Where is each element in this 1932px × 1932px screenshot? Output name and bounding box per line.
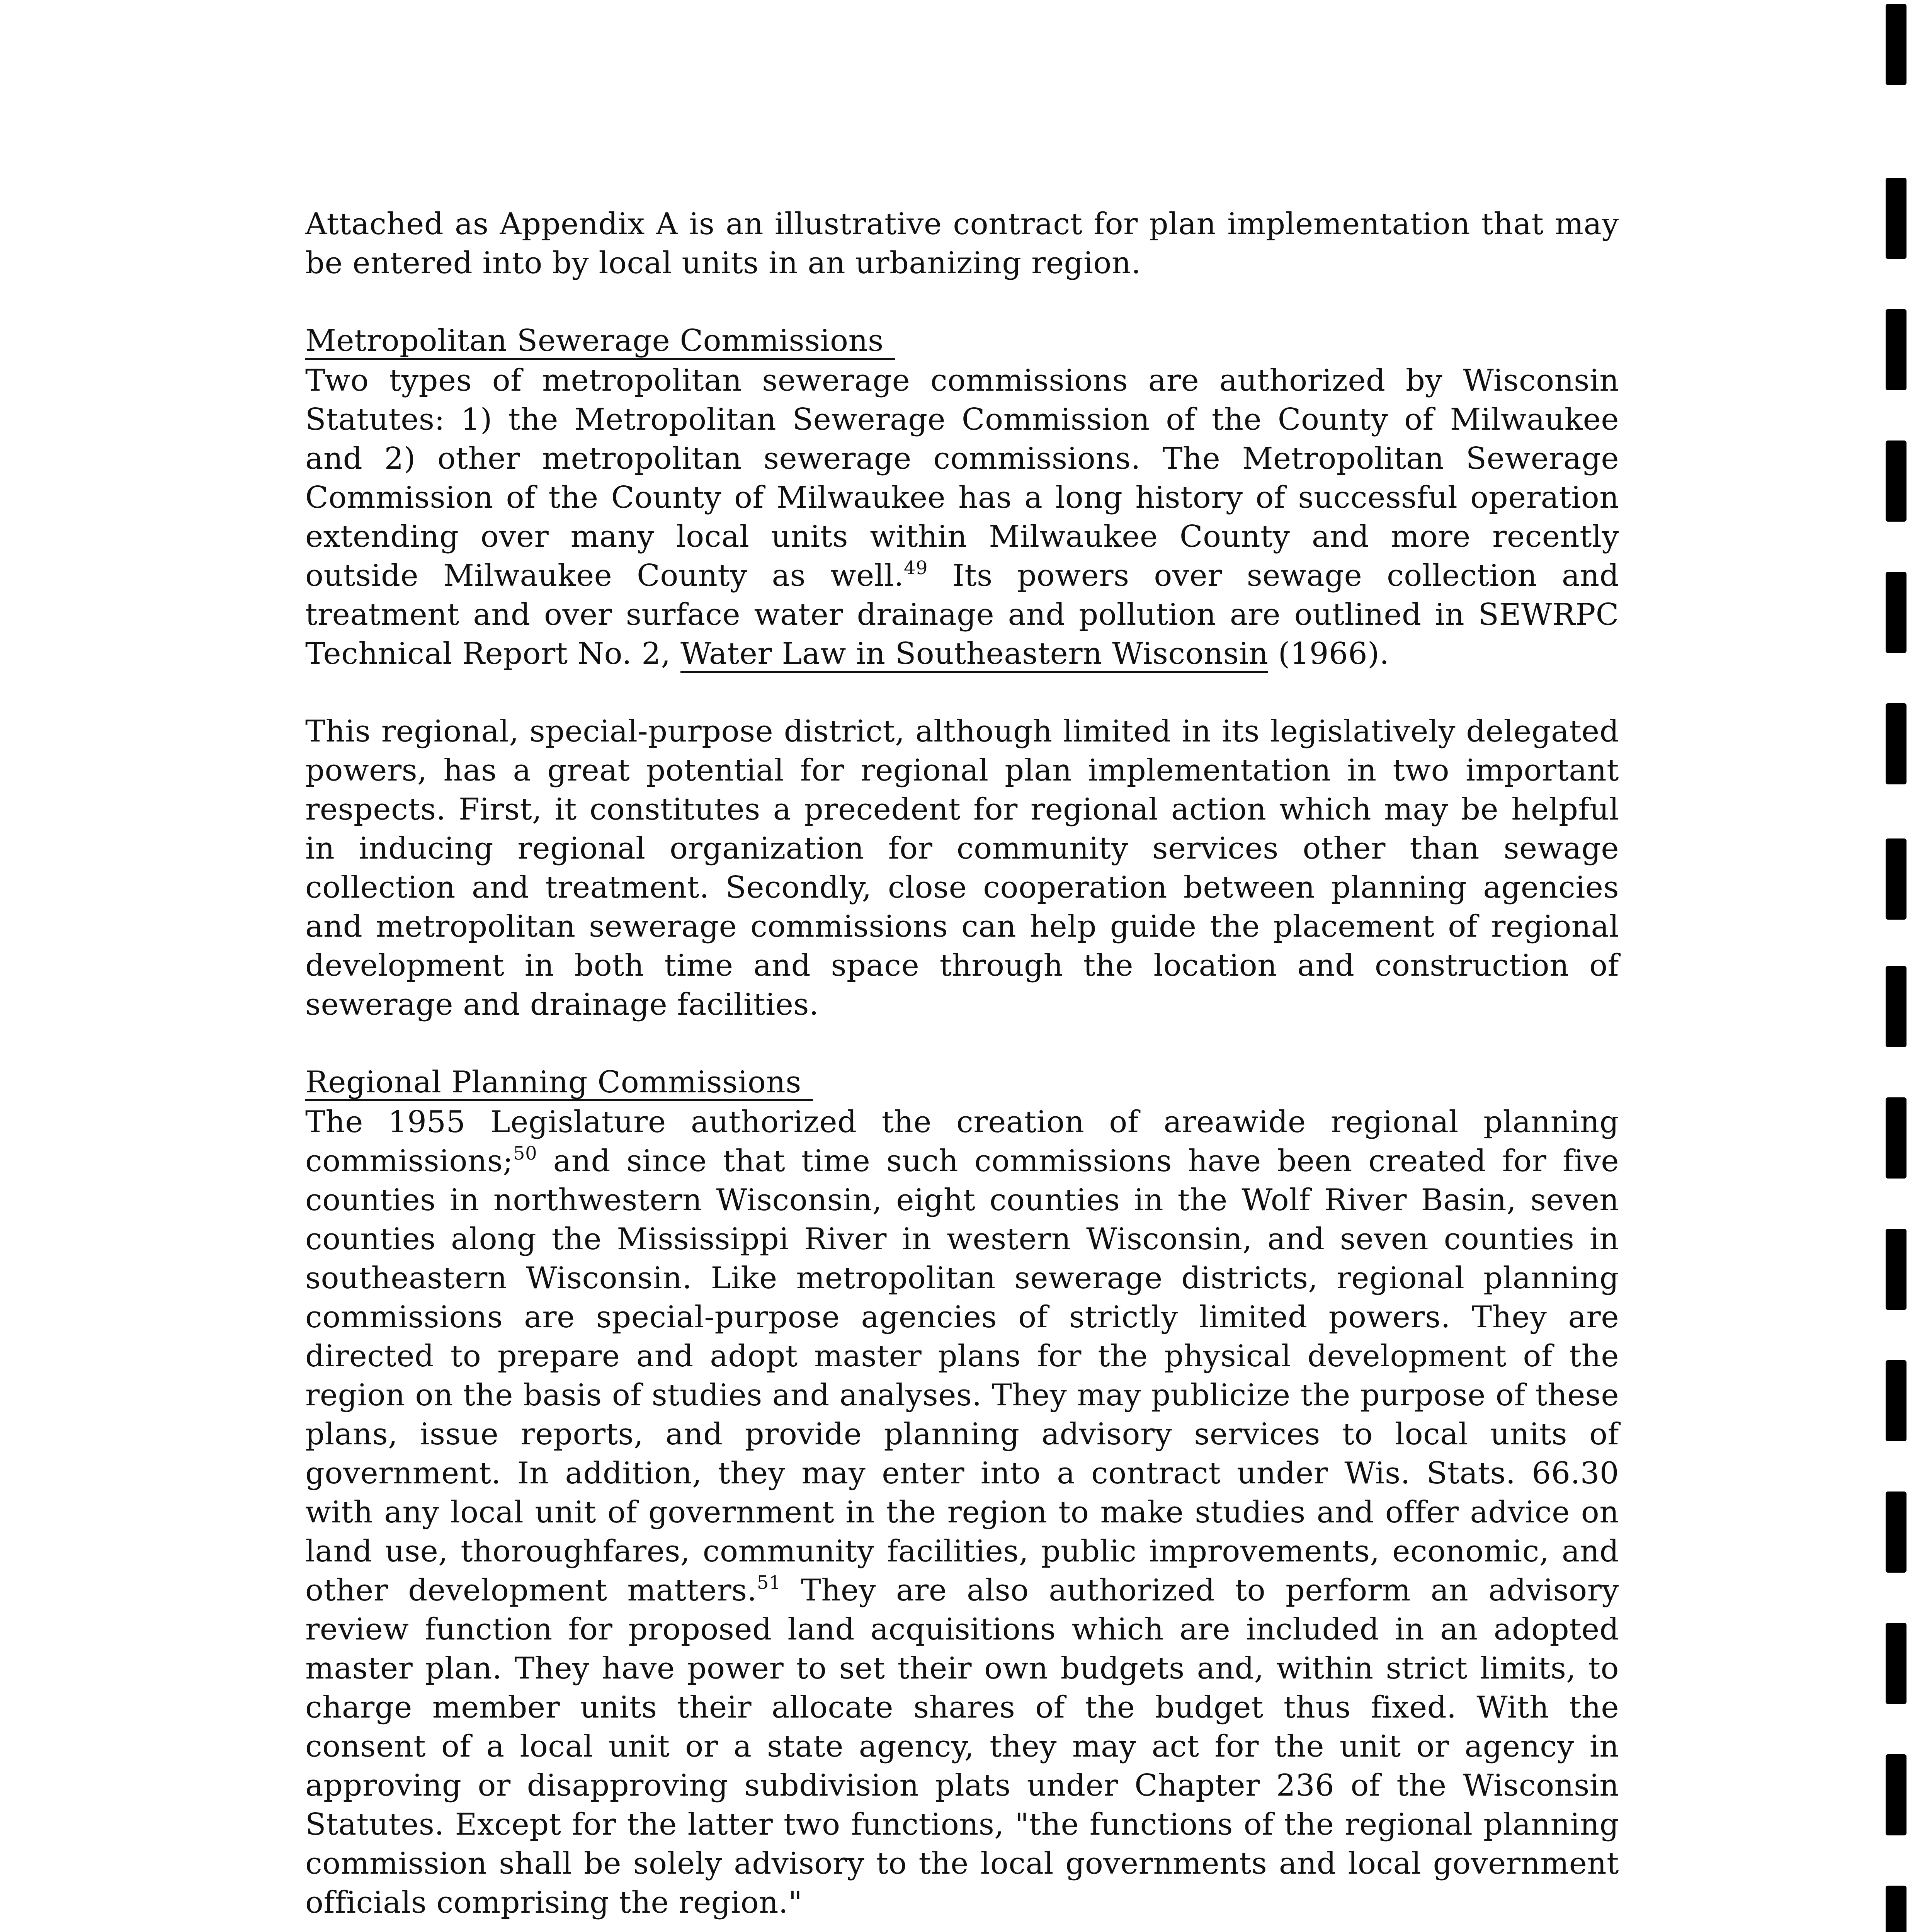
sewerage-paragraph-1 xyxy=(305,361,1619,673)
paragraph-text: Two types of metropolitan sewerage commissions are authorized by Wisconsin Statutes: 1) the Metropolitan Sewerage Commission of the County of Milwaukee and 2) other metropolitan sewerage commissions. The Metropolitan Sewerage Commission of the County of Milwaukee has a long history of successful operation extending over many local units within Milwaukee County and more recently outside Milwaukee County as well. xyxy=(305,363,1619,593)
binding-mark xyxy=(1886,838,1906,920)
binding-mark xyxy=(1886,966,1906,1047)
paragraph-text: Its powers over sewage collection and treatment and over surface water drainage and pollution are outlined in SEWRPC Technical Report No. 2, xyxy=(305,558,1619,671)
binding-mark xyxy=(1886,440,1906,522)
binding-mark xyxy=(1886,1492,1906,1573)
binding-mark xyxy=(1886,572,1906,653)
binding-mark xyxy=(1886,703,1906,784)
paragraph-text: The 1955 Legislature authorized the creation of areawide regional planning commissions; xyxy=(305,1105,1619,1179)
paragraph-text: (1966). xyxy=(1268,636,1389,671)
binding-mark xyxy=(1886,1360,1906,1441)
paragraph-text: This regional, special-purpose district, although limited in its legislatively delegated powers, has a great potential for regional plan implementation in two important respects. First, it constitutes a precedent for regional action which may be helpful in inducing regional organization for community services other than sewage collection and treatment. Secondly, close cooperation between planning agencies and metropolitan sewerage commissions can help guide the placement of regional development in both time and space through the location and construction of sewerage and drainage facilities. xyxy=(305,714,1619,1022)
binding-mark xyxy=(1886,4,1906,85)
footnote-ref: 49 xyxy=(904,557,928,579)
report-title: Water Law in Southeastern Wisconsin xyxy=(680,636,1268,673)
footnote-ref: 51 xyxy=(757,1572,781,1594)
paragraph-text: and since that time such commissions have been created for five counties in northwestern Wisconsin, eight counties in the Wolf River Basin, seven counties along the Mississippi River in western Wisconsin, and seven counties in southeastern Wisconsin. Like metropolitan sewerage districts, regional planning commissions are special-purpose agencies of strictly limited powers. They are directed to prepare and adopt master plans for the physical development of the region on the basis of studies and analyses. They may publicize the purpose of these plans, issue reports, and provide planning advisory services to local units of government. In addition, they may enter into a contract under Wis. Stats. 66.30 with any local unit of government in the region to make studies and offer advice on land use, thoroughfares, community facilities, public improvements, economic, and other development matters. xyxy=(305,1144,1619,1608)
body-text xyxy=(305,205,1619,1932)
intro-text: Attached as Appendix A is an illustrative contract for plan implementation that may be entered into by local units in an urbanizing region. xyxy=(305,207,1619,281)
binding-mark xyxy=(1886,1097,1906,1179)
section-heading: Metropolitan Sewerage Commissions xyxy=(305,324,895,360)
binding-mark xyxy=(1886,309,1906,390)
binding-mark xyxy=(1886,178,1906,259)
planning-paragraph-1 xyxy=(305,1103,1619,1922)
binding-mark xyxy=(1886,1229,1906,1310)
binding-mark xyxy=(1886,1886,1906,1932)
paragraph-text: They are also authorized to perform an advisory review function for proposed land acquisitions which are included in an adopted master plan. They have power to set their own budgets and, within strict limits, to charge member units their allocate shares of the budget thus fixed. With the consent of a local unit or a state agency, they may act for the unit or agency in approving or disapproving subdivision plats under Chapter 236 of the Wisconsin Statutes. Except for the latter two functions, "the functions of the regional planning commission shall be solely advisory to the local governments and local government officials comprising the region." xyxy=(305,1573,1619,1920)
section-heading: Regional Planning Commissions xyxy=(305,1065,813,1101)
sewerage-paragraph-2 xyxy=(305,712,1619,1024)
intro-paragraph xyxy=(305,205,1619,283)
section-regional-planning xyxy=(305,1063,1619,1932)
footnote-ref: 50 xyxy=(513,1143,537,1164)
binding-mark xyxy=(1886,1754,1906,1835)
section-metropolitan-sewerage xyxy=(305,321,1619,1024)
binding-mark xyxy=(1886,1623,1906,1704)
